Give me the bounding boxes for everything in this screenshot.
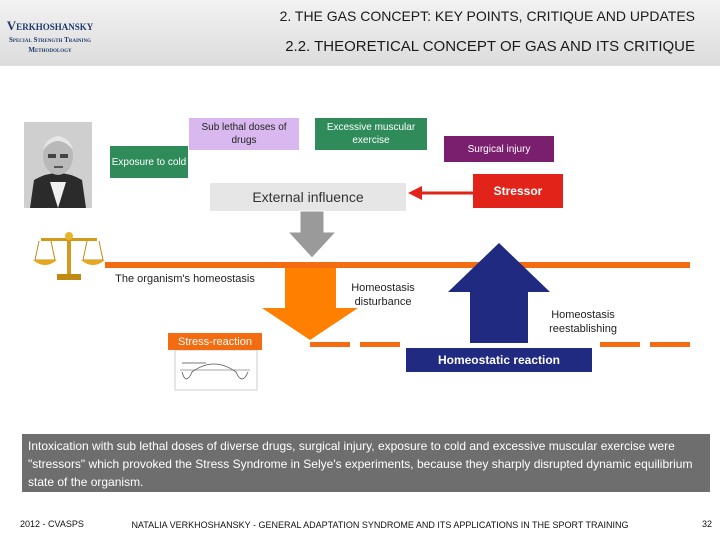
homeostasis-line [105, 262, 690, 268]
sub-lethal-doses-label: Sub lethal doses of drugs [201, 122, 287, 146]
summary-text: Intoxication with sub lethal doses of diverse drugs, surgical injury, exposure to cold and excessive muscular exercise were "stressors" which provoked the Stress Syndrome in Selye's experiments, because they sharply disrupted dynamic equilibrium state of the organism. [28, 439, 693, 489]
page-number: 32 [701, 519, 712, 529]
excessive-exercise-label: Excessive muscular exercise [326, 122, 416, 146]
surgical-injury-label: Surgical injury [467, 143, 531, 155]
logo-line-3: Methodology [28, 46, 72, 54]
logo-line-1: Verkhoshansky [6, 18, 94, 33]
organism-homeostasis-label: The organism's homeostasis [115, 273, 255, 285]
stressor-label: Stressor [493, 184, 543, 198]
exposure-to-cold-label: Exposure to cold [111, 156, 187, 168]
homeostasis-disturbance-label: Homeostasis disturbance [351, 282, 415, 308]
footer-left: 2012 - CVASPS [20, 519, 84, 529]
homeostatic-reaction-label: Homeostatic reaction [437, 353, 561, 367]
footer-center: NATALIA VERKHOSHANSKY - GENERAL ADAPTATION SYNDROME AND ITS APPLICATIONS IN THE SPORT TRAINING [131, 520, 629, 530]
stress-reaction-label: Stress-reaction [178, 335, 252, 348]
page-title: 2.2. THEORETICAL CONCEPT OF GAS AND ITS CRITIQUE [285, 38, 695, 55]
homeostatic-reaction-box [406, 348, 592, 372]
section-title: 2. THE GAS CONCEPT: KEY POINTS, CRITIQUE AND UPDATES [279, 8, 695, 24]
logo-line-2: Special Strength Training [9, 36, 91, 44]
stressor-arrow-head [408, 186, 422, 200]
stress-reaction-bar [168, 333, 262, 350]
summary-panel [22, 434, 710, 492]
gray-down-arrow [288, 211, 336, 258]
external-influence-label: External influence [252, 189, 364, 205]
reestablishing-arrow [448, 243, 550, 343]
homeostasis-reestablishing-label: Homeostasis reestablishing [549, 309, 617, 335]
